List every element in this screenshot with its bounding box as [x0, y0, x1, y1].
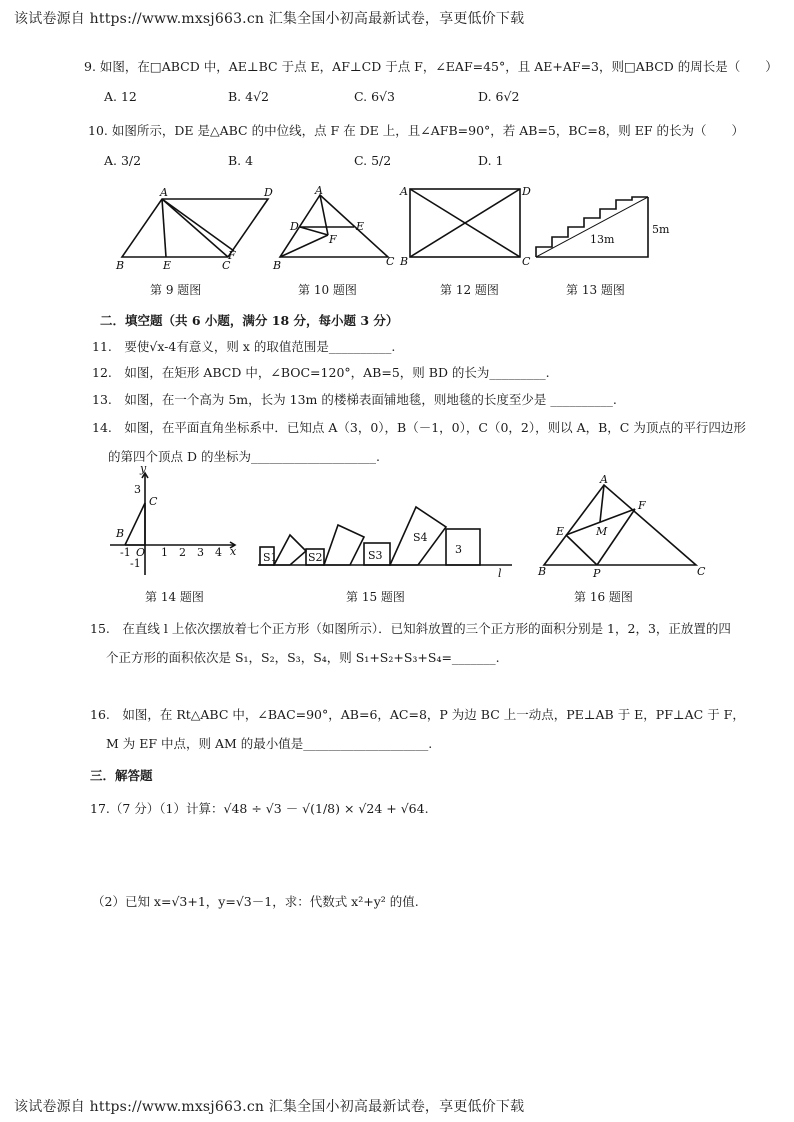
- fig14-label-y: y: [140, 465, 147, 475]
- caption-fig-13: 第 13 题图: [566, 283, 625, 297]
- figure-14: [110, 473, 235, 575]
- fig9-label-b: B: [116, 259, 125, 272]
- fig15-label-l: l: [498, 567, 502, 580]
- fig10-label-f: F: [329, 233, 337, 246]
- fig14-label-x2: 2: [179, 546, 186, 559]
- q10-option-c: C. 5/2: [354, 153, 392, 168]
- fig14-label-y3: 3: [134, 483, 141, 496]
- question-17-part-1: 17.（7 分）（1）计算：√48 ÷ √3 － √(1/8) × √24 + √64.: [90, 801, 429, 816]
- q9-option-c: C. 6√3: [354, 89, 395, 104]
- fig10-label-e: E: [356, 220, 365, 233]
- figures-row-2: [100, 465, 720, 580]
- fig10-label-c: C: [386, 255, 395, 268]
- fig15-label-s2: S2: [308, 551, 323, 564]
- fig14-label-b: B: [116, 527, 125, 540]
- q10-option-a: A. 3/2: [104, 153, 142, 168]
- fig14-label-x: x: [230, 545, 237, 558]
- fig16-label-m: M: [596, 525, 608, 538]
- question-10: 10. 如图所示，DE 是△ABC 的中位线，点 F 在 DE 上，且∠AFB=90°，若 AB=5，BC=8，则 EF 的长为（ ）: [88, 123, 745, 138]
- fig15-label-s3: S3: [368, 549, 383, 562]
- caption-fig-9: 第 9 题图: [150, 283, 202, 297]
- fig9-label-f: F: [228, 249, 236, 262]
- question-13: 13. 如图，在一个高为 5m，长为 13m 的楼梯表面铺地毯，则地毯的长度至少是 __________.: [92, 392, 617, 407]
- q10-option-d: D. 1: [478, 153, 504, 168]
- figure-13: [536, 197, 648, 257]
- section-2-heading: 二．填空题（共 6 小题，满分 18 分，每小题 3 分）: [100, 313, 399, 328]
- q9-option-b: B. 4√2: [228, 89, 270, 104]
- figure-15: [258, 507, 512, 565]
- fig15-label-s1: S1: [263, 551, 278, 564]
- fig12-label-b: B: [400, 255, 409, 268]
- fig14-label-c: C: [149, 495, 158, 508]
- question-15-line-1: 15. 在直线 l 上依次摆放着七个正方形（如图所示）．已知斜放置的三个正方形的面积分别是 1，2，3，正放置的四: [90, 621, 731, 636]
- fig12-label-a: A: [400, 185, 408, 198]
- question-16-line-2: M 为 EF 中点，则 AM 的最小值是____________________.: [106, 736, 433, 751]
- question-11: 11. 要使√x-4有意义，则 x 的取值范围是__________.: [92, 339, 396, 354]
- fig10-label-a: A: [315, 185, 323, 197]
- caption-fig-12: 第 12 题图: [440, 283, 499, 297]
- fig16-label-b: B: [538, 565, 547, 578]
- fig13-label-height: 5m: [652, 223, 670, 236]
- section-3-heading: 三．解答题: [90, 768, 153, 783]
- fig9-label-a: A: [160, 186, 168, 199]
- fig10-label-b: B: [273, 259, 282, 272]
- question-15-line-2: 个正方形的面积依次是 S₁，S₂，S₃，S₄，则 S₁+S₂+S₃+S₄=_______.: [106, 650, 500, 665]
- fig14-label-x1: 1: [161, 546, 168, 559]
- page-footer: 该试卷源自 https://www.mxsj663.cn 汇集全国小初高最新试卷，享更低价下载: [14, 1099, 525, 1115]
- question-14-line-2: 的第四个顶点 D 的坐标为____________________.: [108, 449, 380, 464]
- fig9-label-e: E: [163, 259, 172, 272]
- caption-fig-10: 第 10 题图: [298, 283, 357, 297]
- q9-option-d: D. 6√2: [478, 89, 520, 104]
- fig12-label-d: D: [522, 185, 531, 198]
- fig16-label-p: P: [593, 567, 601, 580]
- fig13-label-length: 13m: [590, 233, 615, 246]
- figure-12: [410, 189, 520, 257]
- caption-fig-15: 第 15 题图: [346, 590, 405, 604]
- question-12: 12. 如图，在矩形 ABCD 中，∠BOC=120°，AB=5，则 BD 的长为_________.: [92, 365, 550, 380]
- fig14-label-x3: 3: [197, 546, 204, 559]
- fig9-label-d: D: [264, 186, 273, 199]
- fig14-label-ym1: -1: [130, 557, 141, 570]
- fig15-label-s4: 3: [455, 543, 462, 556]
- caption-fig-14: 第 14 题图: [145, 590, 204, 604]
- question-16-line-1: 16. 如图，在 Rt△ABC 中，∠BAC=90°，AB=6，AC=8，P 为边 BC 上一动点，PE⊥AB 于 E，PF⊥AC 于 F，: [90, 707, 745, 722]
- q9-option-a: A. 12: [104, 89, 137, 104]
- question-17-part-2: （2）已知 x=√3+1，y=√3－1，求：代数式 x²+y² 的值.: [92, 894, 419, 909]
- fig14-label-xm1: -1: [120, 546, 131, 559]
- question-14-line-1: 14. 如图，在平面直角坐标系中．已知点 A（3，0），B（－1，0），C（0，2），则以 A，B，C 为顶点的平行四边形: [92, 420, 746, 435]
- fig12-label-c: C: [522, 255, 531, 268]
- fig15-label-3: S4: [413, 531, 428, 544]
- figures-row-1: [110, 185, 670, 275]
- fig14-label-o: O: [136, 546, 146, 559]
- fig9-label-c: C: [222, 259, 231, 272]
- fig16-label-f: F: [638, 499, 646, 512]
- fig10-label-d: D: [290, 220, 299, 233]
- figure-9: [122, 199, 268, 257]
- fig14-label-x4: 4: [215, 546, 222, 559]
- figure-16: [544, 485, 696, 565]
- question-9: 9. 如图，在□ABCD 中，AE⊥BC 于点 E，AF⊥CD 于点 F，∠EAF=45°，且 AE+AF=3，则□ABCD 的周长是（ ）: [84, 59, 778, 74]
- fig16-label-a: A: [600, 473, 608, 486]
- page-header: 该试卷源自 https://www.mxsj663.cn 汇集全国小初高最新试卷，享更低价下载: [14, 11, 525, 27]
- fig16-label-c: C: [697, 565, 706, 578]
- q10-option-b: B. 4: [228, 153, 254, 168]
- fig16-label-e: E: [556, 525, 565, 538]
- caption-fig-16: 第 16 题图: [574, 590, 633, 604]
